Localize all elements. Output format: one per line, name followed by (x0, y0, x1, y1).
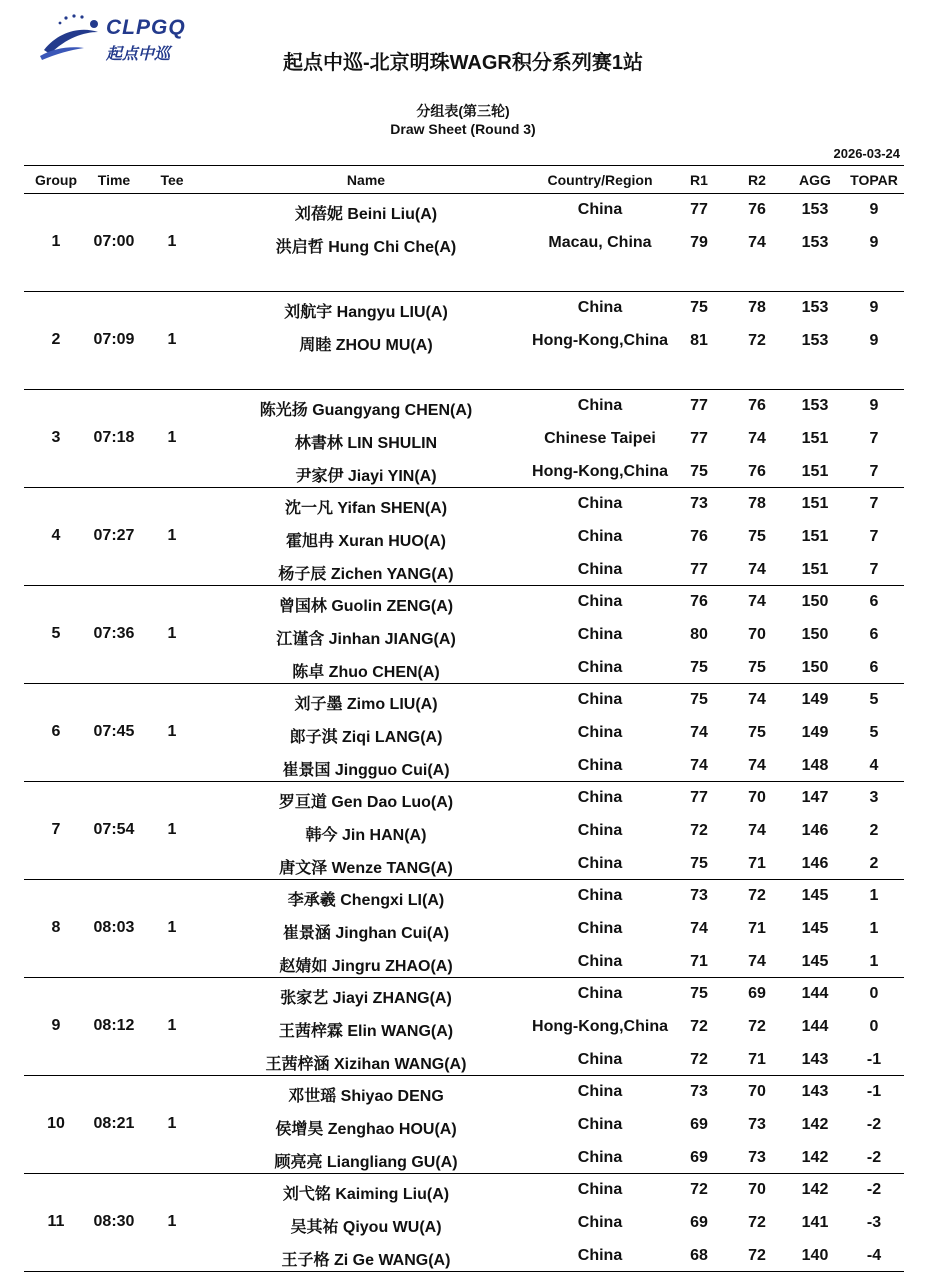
player-r1: 72 (690, 1051, 708, 1068)
tee-number: 1 (167, 233, 177, 250)
player-country: Chinese Taipei (544, 430, 656, 447)
player-name: 韩今 Jin HAN(A) (305, 827, 427, 844)
player-name: 刘蓓妮 Beini Liu(A) (294, 206, 438, 223)
player-r1: 77 (690, 201, 708, 218)
group-number: 5 (51, 625, 61, 642)
player-row (24, 815, 904, 848)
logo-brand-cn-text: 起点中巡 (106, 46, 171, 63)
player-name: 霍旭冉 Xuran HUO(A) (285, 533, 446, 550)
player-row (24, 1109, 904, 1142)
player-name: 尹家伊 Jiayi YIN(A) (295, 468, 437, 485)
player-row (24, 194, 904, 227)
player-topar: 5 (869, 691, 879, 708)
player-r2: 70 (748, 1181, 766, 1198)
draw-table (24, 165, 904, 1272)
player-country: China (577, 985, 623, 1002)
player-country: China (577, 1051, 623, 1068)
logo-brand-text: CLPGQ (106, 16, 186, 39)
player-r1: 75 (690, 691, 708, 708)
player-r1: 76 (690, 528, 708, 545)
player-agg: 151 (801, 561, 829, 578)
tee-number: 1 (167, 723, 177, 740)
player-topar: 9 (869, 234, 879, 251)
player-country: China (577, 855, 623, 872)
group-number: 3 (51, 429, 61, 446)
player-r2: 76 (748, 463, 766, 480)
player-topar: -1 (866, 1051, 882, 1068)
player-agg: 142 (801, 1149, 829, 1166)
player-row (24, 292, 904, 325)
player-row (24, 325, 904, 358)
player-country: China (577, 561, 623, 578)
player-country: China (577, 495, 623, 512)
tee-time: 07:27 (93, 527, 135, 544)
group-number: 4 (51, 527, 61, 544)
player-agg: 148 (801, 757, 829, 774)
group-block (24, 684, 904, 782)
player-agg: 153 (801, 332, 829, 349)
player-topar: -2 (866, 1181, 882, 1198)
group-block (24, 390, 904, 488)
player-r1: 74 (690, 920, 708, 937)
group-block (24, 194, 904, 292)
player-r1: 73 (690, 1083, 708, 1100)
player-agg: 149 (801, 724, 829, 741)
player-row (24, 488, 904, 521)
player-name: 侯增昊 Zenghao HOU(A) (275, 1121, 457, 1138)
player-topar: -1 (866, 1083, 882, 1100)
player-country: Macau, China (548, 234, 652, 251)
player-topar: 9 (869, 332, 879, 349)
player-r2: 72 (748, 1214, 766, 1231)
player-agg: 153 (801, 299, 829, 316)
player-r1: 74 (690, 757, 708, 774)
tee-number: 1 (167, 1017, 177, 1034)
group-block (24, 978, 904, 1076)
player-agg: 151 (801, 495, 829, 512)
player-r1: 69 (690, 1149, 708, 1166)
player-row (24, 1174, 904, 1207)
player-r2: 74 (748, 430, 766, 447)
group-number: 2 (51, 331, 61, 348)
player-topar: 9 (869, 299, 879, 316)
header-topar: TOPAR (850, 172, 898, 188)
player-r1: 73 (690, 887, 708, 904)
player-country: China (577, 887, 623, 904)
player-r1: 68 (690, 1247, 708, 1264)
player-name: 李承羲 Chengxi LI(A) (287, 892, 445, 909)
player-topar: 4 (869, 757, 879, 774)
player-row (24, 717, 904, 750)
player-row (24, 1240, 904, 1273)
player-agg: 142 (801, 1116, 829, 1133)
player-name: 刘子墨 Zimo LIU(A) (294, 696, 438, 713)
player-topar: 5 (869, 724, 879, 741)
tee-time: 08:21 (93, 1115, 135, 1132)
group-number: 11 (47, 1213, 65, 1230)
player-agg: 140 (801, 1247, 829, 1264)
player-r2: 70 (748, 789, 766, 806)
tee-number: 1 (167, 527, 177, 544)
player-country: China (577, 299, 623, 316)
player-topar: 6 (869, 659, 879, 676)
player-r1: 77 (690, 561, 708, 578)
header-name: Name (346, 172, 386, 188)
player-topar: 7 (869, 430, 879, 447)
group-block (24, 782, 904, 880)
player-country: Hong-Kong,China (532, 463, 668, 480)
player-topar: 0 (869, 1018, 879, 1035)
player-topar: 9 (869, 397, 879, 414)
player-agg: 144 (801, 985, 829, 1002)
tee-time: 08:30 (93, 1213, 135, 1230)
group-number: 7 (51, 821, 61, 838)
player-name: 刘航宇 Hangyu LIU(A) (284, 304, 448, 321)
player-name: 崔景国 Jingguo Cui(A) (282, 762, 450, 779)
player-agg: 147 (801, 789, 829, 806)
player-r1: 74 (690, 724, 708, 741)
player-agg: 145 (801, 887, 829, 904)
player-r2: 71 (748, 1051, 766, 1068)
player-r1: 80 (690, 626, 708, 643)
group-block (24, 586, 904, 684)
player-r2: 78 (748, 495, 766, 512)
player-country: China (577, 1083, 623, 1100)
page-title: 起点中巡-北京明珠WAGR积分系列赛1站 (283, 52, 643, 74)
group-block (24, 1076, 904, 1174)
player-r1: 69 (690, 1214, 708, 1231)
player-r1: 75 (690, 985, 708, 1002)
player-r2: 74 (748, 757, 766, 774)
player-country: China (577, 1247, 623, 1264)
player-agg: 151 (801, 528, 829, 545)
subtitle-cn: 分组表(第三轮) (416, 103, 510, 119)
header-r2: R2 (748, 172, 766, 188)
player-row (24, 684, 904, 717)
group-number: 1 (51, 233, 61, 250)
player-topar: 6 (869, 626, 879, 643)
player-topar: 1 (869, 953, 879, 970)
player-agg: 153 (801, 201, 829, 218)
player-row (24, 586, 904, 619)
player-country: China (577, 1116, 623, 1133)
player-country: China (577, 659, 623, 676)
header-time: Time (97, 172, 131, 188)
player-agg: 142 (801, 1181, 829, 1198)
player-r1: 79 (690, 234, 708, 251)
player-r2: 70 (748, 1083, 766, 1100)
player-row (24, 946, 904, 979)
tee-number: 1 (167, 821, 177, 838)
player-name: 崔景涵 Jinghan Cui(A) (282, 925, 450, 942)
player-row (24, 1207, 904, 1240)
player-row (24, 619, 904, 652)
tee-time: 07:09 (93, 331, 135, 348)
player-country: China (577, 822, 623, 839)
tee-time: 07:18 (93, 429, 135, 446)
player-r2: 74 (748, 953, 766, 970)
player-r2: 75 (748, 528, 766, 545)
player-topar: 1 (869, 920, 879, 937)
player-r2: 73 (748, 1116, 766, 1133)
player-topar: 6 (869, 593, 879, 610)
player-row (24, 880, 904, 913)
player-country: China (577, 1181, 623, 1198)
tee-time: 07:00 (93, 233, 135, 250)
player-row (24, 521, 904, 554)
player-country: China (577, 593, 623, 610)
player-country: China (577, 789, 623, 806)
header-r1: R1 (690, 172, 708, 188)
player-row (24, 1076, 904, 1109)
player-name: 曾国林 Guolin ZENG(A) (278, 598, 454, 615)
player-agg: 146 (801, 822, 829, 839)
player-row (24, 978, 904, 1011)
player-r2: 76 (748, 201, 766, 218)
player-topar: -2 (866, 1116, 882, 1133)
player-row (24, 390, 904, 423)
player-country: China (577, 626, 623, 643)
player-country: China (577, 1149, 623, 1166)
player-topar: -3 (866, 1214, 882, 1231)
player-r2: 71 (748, 920, 766, 937)
tee-time: 08:12 (93, 1017, 135, 1034)
player-name: 王茜梓霖 Elin WANG(A) (278, 1023, 454, 1040)
group-list (24, 194, 904, 1272)
tee-number: 1 (167, 331, 177, 348)
player-topar: -4 (866, 1247, 882, 1264)
player-r2: 78 (748, 299, 766, 316)
player-row (24, 1142, 904, 1175)
player-name: 顾亮亮 Liangliang GU(A) (274, 1154, 458, 1171)
player-agg: 144 (801, 1018, 829, 1035)
group-number: 6 (51, 723, 61, 740)
player-country: China (577, 201, 623, 218)
player-name: 陈卓 Zhuo CHEN(A) (292, 664, 440, 681)
player-r1: 72 (690, 822, 708, 839)
group-block (24, 880, 904, 978)
player-r1: 75 (690, 659, 708, 676)
player-agg: 145 (801, 953, 829, 970)
player-name: 洪启哲 Hung Chi Che(A) (275, 239, 457, 256)
player-topar: -2 (866, 1149, 882, 1166)
player-agg: 141 (801, 1214, 829, 1231)
tee-number: 1 (167, 625, 177, 642)
player-country: China (577, 953, 623, 970)
player-topar: 2 (869, 822, 879, 839)
player-name: 邓世瑶 Shiyao DENG (288, 1088, 444, 1105)
player-name: 周睦 ZHOU MU(A) (299, 337, 433, 354)
player-name: 唐文泽 Wenze TANG(A) (279, 860, 453, 877)
player-r1: 75 (690, 299, 708, 316)
player-topar: 3 (869, 789, 879, 806)
player-name: 罗亘道 Gen Dao Luo(A) (278, 794, 454, 811)
tee-time: 07:54 (93, 821, 135, 838)
header-agg: AGG (799, 172, 831, 188)
player-row (24, 423, 904, 456)
sheet-date: 2026-03-24 (833, 146, 900, 161)
player-country: China (577, 528, 623, 545)
tee-number: 1 (167, 919, 177, 936)
tee-time: 07:36 (93, 625, 135, 642)
player-row (24, 913, 904, 946)
tee-time: 07:45 (93, 723, 135, 740)
player-r1: 73 (690, 495, 708, 512)
player-r1: 77 (690, 789, 708, 806)
player-r1: 69 (690, 1116, 708, 1133)
player-country: Hong-Kong,China (532, 1018, 668, 1035)
player-row (24, 750, 904, 783)
player-row (24, 554, 904, 587)
player-r2: 74 (748, 822, 766, 839)
player-r1: 71 (690, 953, 708, 970)
player-r1: 75 (690, 463, 708, 480)
player-name: 吴其祐 Qiyou WU(A) (290, 1219, 442, 1236)
player-r2: 75 (748, 659, 766, 676)
tee-number: 1 (167, 429, 177, 446)
subtitle-en: Draw Sheet (Round 3) (390, 121, 536, 137)
player-country: China (577, 920, 623, 937)
player-row (24, 848, 904, 881)
player-r2: 72 (748, 1018, 766, 1035)
player-name: 王茜梓涵 Xizihan WANG(A) (265, 1056, 467, 1073)
player-row (24, 1044, 904, 1077)
player-agg: 143 (801, 1051, 829, 1068)
player-agg: 150 (801, 626, 829, 643)
player-r2: 75 (748, 724, 766, 741)
group-number: 9 (51, 1017, 61, 1034)
player-topar: 9 (869, 201, 879, 218)
player-agg: 145 (801, 920, 829, 937)
player-r2: 74 (748, 561, 766, 578)
group-block (24, 488, 904, 586)
player-name: 江谨含 Jinhan JIANG(A) (276, 631, 456, 648)
player-topar: 0 (869, 985, 879, 1002)
player-topar: 1 (869, 887, 879, 904)
player-country: China (577, 1214, 623, 1231)
player-country: Hong-Kong,China (532, 332, 668, 349)
header-group: Group (35, 172, 77, 188)
player-agg: 150 (801, 659, 829, 676)
player-agg: 153 (801, 234, 829, 251)
group-number: 8 (51, 919, 61, 936)
player-agg: 151 (801, 430, 829, 447)
player-row (24, 456, 904, 489)
player-r2: 74 (748, 234, 766, 251)
player-name: 沈一凡 Yifan SHEN(A) (284, 500, 448, 517)
player-r1: 77 (690, 397, 708, 414)
player-r2: 71 (748, 855, 766, 872)
player-name: 林書林 LIN SHULIN (294, 435, 438, 452)
tee-number: 1 (167, 1115, 177, 1132)
player-country: China (577, 724, 623, 741)
player-row (24, 652, 904, 685)
player-r1: 77 (690, 430, 708, 447)
player-r1: 72 (690, 1181, 708, 1198)
player-r1: 72 (690, 1018, 708, 1035)
player-name: 杨子辰 Zichen YANG(A) (278, 566, 454, 583)
player-r2: 74 (748, 593, 766, 610)
player-r2: 74 (748, 691, 766, 708)
player-r2: 72 (748, 332, 766, 349)
player-agg: 150 (801, 593, 829, 610)
group-block (24, 292, 904, 390)
player-r2: 72 (748, 1247, 766, 1264)
player-topar: 7 (869, 561, 879, 578)
player-agg: 151 (801, 463, 829, 480)
player-name: 张家艺 Jiayi ZHANG(A) (280, 990, 452, 1007)
player-agg: 143 (801, 1083, 829, 1100)
player-topar: 2 (869, 855, 879, 872)
player-agg: 149 (801, 691, 829, 708)
player-r2: 70 (748, 626, 766, 643)
header-tee: Tee (160, 172, 184, 188)
player-country: China (577, 691, 623, 708)
player-name: 赵婧如 Jingru ZHAO(A) (279, 958, 453, 975)
player-agg: 153 (801, 397, 829, 414)
player-country: China (577, 757, 623, 774)
player-name: 郎子淇 Ziqi LANG(A) (289, 729, 443, 746)
player-topar: 7 (869, 495, 879, 512)
group-block (24, 1174, 904, 1272)
player-r1: 81 (690, 332, 708, 349)
player-row (24, 227, 904, 260)
player-r1: 75 (690, 855, 708, 872)
table-header (24, 165, 904, 194)
player-row (24, 1011, 904, 1044)
player-row (24, 782, 904, 815)
group-number: 10 (47, 1115, 65, 1132)
tee-time: 08:03 (93, 919, 135, 936)
player-topar: 7 (869, 463, 879, 480)
player-name: 陈光扬 Guangyang CHEN(A) (259, 402, 473, 419)
player-r2: 76 (748, 397, 766, 414)
player-topar: 7 (869, 528, 879, 545)
tee-number: 1 (167, 1213, 177, 1230)
player-name: 刘弋铭 Kaiming Liu(A) (282, 1186, 450, 1203)
player-r2: 69 (748, 985, 766, 1002)
player-r2: 73 (748, 1149, 766, 1166)
player-r1: 76 (690, 593, 708, 610)
header-country: Country/Region (547, 172, 653, 188)
player-name: 王子格 Zi Ge WANG(A) (281, 1252, 451, 1269)
player-country: China (577, 397, 623, 414)
player-agg: 146 (801, 855, 829, 872)
player-r2: 72 (748, 887, 766, 904)
